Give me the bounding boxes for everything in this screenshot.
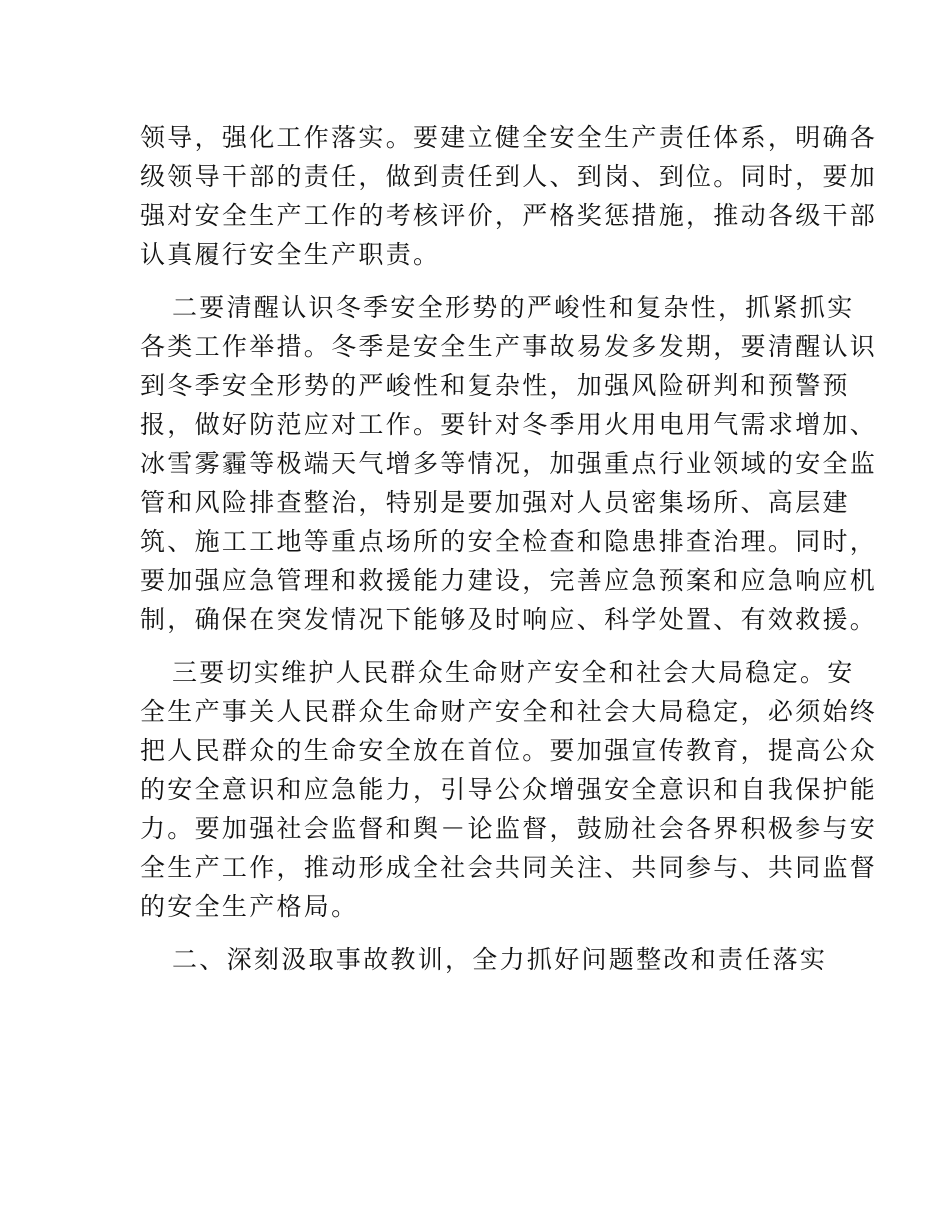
text-line: 三要切实维护人民群众生命财产安全和社会大局稳定。安 [172, 658, 855, 687]
text-line: 全生产工作，推动形成全社会共同关注、共同参与、共同监督 [140, 853, 878, 882]
text-line: 的安全生产格局。 [140, 892, 359, 921]
text-line: 全生产事关人民群众生命财产安全和社会大局稳定，必须始终 [140, 697, 878, 726]
text-line: 强对安全生产工作的考核评价，严格奖惩措施，推动各级干部 [140, 201, 878, 230]
text-line: 到冬季安全形势的严峻性和复杂性，加强风险研判和预警预 [140, 371, 850, 400]
section-heading [140, 940, 828, 979]
paragraph-2 [140, 288, 878, 639]
text-line: 力。要加强社会监督和舆－论监督，鼓励社会各界积极参与安 [140, 814, 878, 843]
text-line: 认真履行安全生产职责。 [140, 240, 441, 269]
text-line: 管和风险排查整治，特别是要加强对人员密集场所、高层建 [140, 488, 850, 517]
text-line: 把人民群众的生命安全放在首位。要加强宣传教育，提高公众 [140, 736, 878, 765]
text-line: 的安全意识和应急能力，引导公众增强安全意识和自我保护能 [140, 775, 878, 804]
text-line: 级领导干部的责任，做到责任到人、到岗、到位。同时，要加 [140, 162, 878, 191]
text-line: 要加强应急管理和救援能力建设，完善应急预案和应急响应机 [140, 566, 878, 595]
paragraph-3 [140, 653, 878, 926]
text-line: 制，确保在突发情况下能够及时响应、科学处置、有效救援。 [140, 605, 878, 634]
text-line: 冰雪雾霾等极端天气增多等情况，加强重点行业领域的安全监 [140, 449, 878, 478]
text-line: 二要清醒认识冬季安全形势的严峻性和复杂性，抓紧抓实 [172, 293, 855, 322]
paragraph-1 [140, 118, 878, 274]
document-body [140, 118, 878, 993]
text-line: 报，做好防范应对工作。要针对冬季用火用电用气需求增加、 [140, 410, 878, 439]
text-line: 筑、施工工地等重点场所的安全检查和隐患排查治理。同时， [140, 527, 878, 556]
text-line: 各类工作举措。冬季是安全生产事故易发多发期，要清醒认识 [140, 332, 878, 361]
text-line: 领导，强化工作落实。要建立健全安全生产责任体系，明确各 [140, 123, 878, 152]
text-line: 二、深刻汲取事故教训，全力抓好问题整改和责任落实 [172, 945, 828, 974]
